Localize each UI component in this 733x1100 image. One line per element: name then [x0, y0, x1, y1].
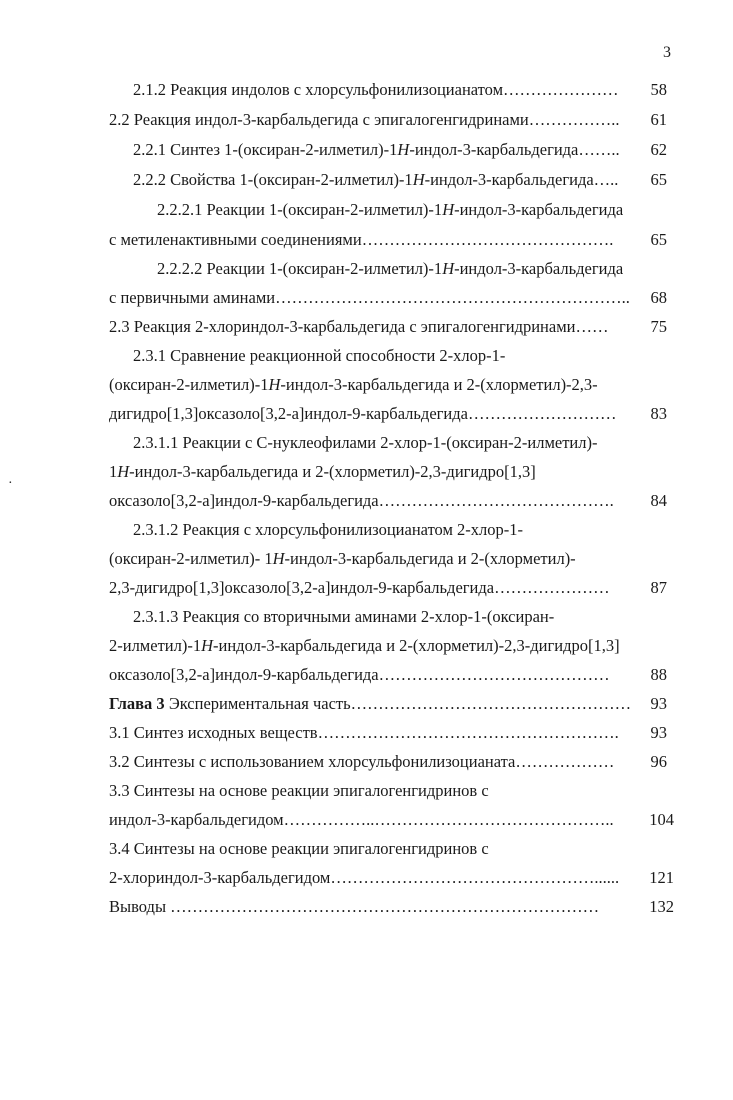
toc-entry-2-2-2-1: 2.2.2.1 Реакции 1-(оксиран-2-илметил)-1H-индол-3-карбальдегида [157, 200, 624, 219]
page-number: 3 [663, 44, 671, 61]
toc-entry-chapter-3: Глава 3 Экспериментальная часть…………………………………………… [109, 694, 632, 713]
toc-page-3-4: 121 [649, 868, 674, 887]
toc-entry-3-3: 3.3 Синтезы на основе реакции эпигалогенгидринов с [109, 781, 489, 800]
toc-entry-2-3-1-1-cont1: 1H-индол-3-карбальдегида и 2-(хлорметил)-2,3-дигидро[1,3] [109, 462, 536, 481]
toc-entry-2-2: 2.2 Реакция индол-3-карбальдегида с эпигалогенгидринами…………….. [109, 110, 620, 129]
stray-dot-mark: · [8, 476, 13, 491]
toc-page-2-2-1: 62 [650, 140, 667, 159]
toc-entry-2-3: 2.3 Реакция 2-хлориндол-3-карбальдегида с эпигалогенгидринами…… [109, 317, 609, 336]
toc-page-2-2-2: 65 [650, 170, 667, 189]
toc-page-3-3: 104 [649, 810, 674, 829]
toc-page-2-3-1-3: 88 [650, 665, 667, 684]
toc-entry-3-4: 3.4 Синтезы на основе реакции эпигалогенгидринов с [109, 839, 489, 858]
toc-page-2-3: 75 [650, 317, 667, 336]
toc-entry-2-3-1-2: 2.3.1.2 Реакция с хлорсульфонилизоцианатом 2-хлор-1- [133, 520, 524, 539]
toc-entry-2-1-2: 2.1.2 Реакция индолов с хлорсульфонилизоцианатом………………… [133, 80, 619, 99]
toc-entry-2-3-1-3-cont2: оксазоло[3,2-a]индол-9-карбальдегида…………………………………… [109, 665, 610, 684]
toc-entry-2-2-2-1-cont: с метиленактивными соединениями………………………………………. [109, 230, 614, 249]
toc-page-2-3-1-2: 87 [650, 578, 667, 597]
toc-entry-2-3-1: 2.3.1 Сравнение реакционной способности 2-хлор-1- [133, 346, 506, 365]
toc-entry-2-3-1-cont2: дигидро[1,3]оксазоло[3,2-a]индол-9-карбальдегида……………………… [109, 404, 617, 423]
toc-entry-3-3-cont: индол-3-карбальдегидом……………..…………………………………….. [109, 810, 614, 829]
toc-entry-3-1: 3.1 Синтез исходных веществ………………………………………………. [109, 723, 619, 742]
toc-entry-3-4-cont: 2-хлориндол-3-карбальдегидом…………………………………………...... [109, 868, 620, 887]
toc-entry-2-3-1-cont1: (оксиран-2-илметил)-1H-индол-3-карбальдегида и 2-(хлорметил)-2,3- [109, 375, 598, 394]
toc-entry-conclusions: Выводы …………………………………………………………………… [109, 897, 600, 916]
toc-page-2-1-2: 58 [650, 80, 667, 99]
toc-entry-2-2-1: 2.2.1 Синтез 1-(оксиран-2-илметил)-1H-индол-3-карбальдегида…….. [133, 140, 620, 159]
toc-page-2-2: 61 [650, 110, 667, 129]
toc-entry-2-3-1-3-cont1: 2-илметил)-1H-индол-3-карбальдегида и 2-(хлорметил)-2,3-дигидро[1,3] [109, 636, 620, 655]
toc-entry-2-2-2-2-cont: с первичными аминами……………………………………………………….. [109, 288, 630, 307]
toc-page-conclusions: 132 [649, 897, 674, 916]
toc-page-2-2-2-2: 68 [650, 288, 667, 307]
toc-entry-2-3-1-1: 2.3.1.1 Реакции с С-нуклеофилами 2-хлор-1-(оксиран-2-илметил)- [133, 433, 598, 452]
toc-entry-2-3-1-2-cont2: 2,3-дигидро[1,3]оксазоло[3,2-a]индол-9-карбальдегида………………… [109, 578, 610, 597]
toc-entry-2-3-1-1-cont2: оксазоло[3,2-a]индол-9-карбальдегида……………………………………. [109, 491, 614, 510]
toc-entry-2-3-1-3: 2.3.1.3 Реакция со вторичными аминами 2-хлор-1-(оксиран- [133, 607, 555, 626]
toc-page-2-3-1-1: 84 [650, 491, 667, 510]
toc-page-chapter-3: 93 [650, 694, 667, 713]
toc-page-2-3-1: 83 [650, 404, 667, 423]
toc-entry-2-3-1-2-cont1: (оксиран-2-илметил)- 1H-индол-3-карбальдегида и 2-(хлорметил)- [109, 549, 576, 568]
toc-page-3-1: 93 [650, 723, 667, 742]
toc-entry-2-2-2: 2.2.2 Свойства 1-(оксиран-2-илметил)-1H-индол-3-карбальдегида….. [133, 170, 619, 189]
toc-entry-3-2: 3.2 Синтезы с использованием хлорсульфонилизоцианата……………… [109, 752, 615, 771]
toc-page-2-2-2-1: 65 [650, 230, 667, 249]
toc-page-3-2: 96 [650, 752, 667, 771]
toc-entry-2-2-2-2: 2.2.2.2 Реакции 1-(оксиран-2-илметил)-1H-индол-3-карбальдегида [157, 259, 624, 278]
